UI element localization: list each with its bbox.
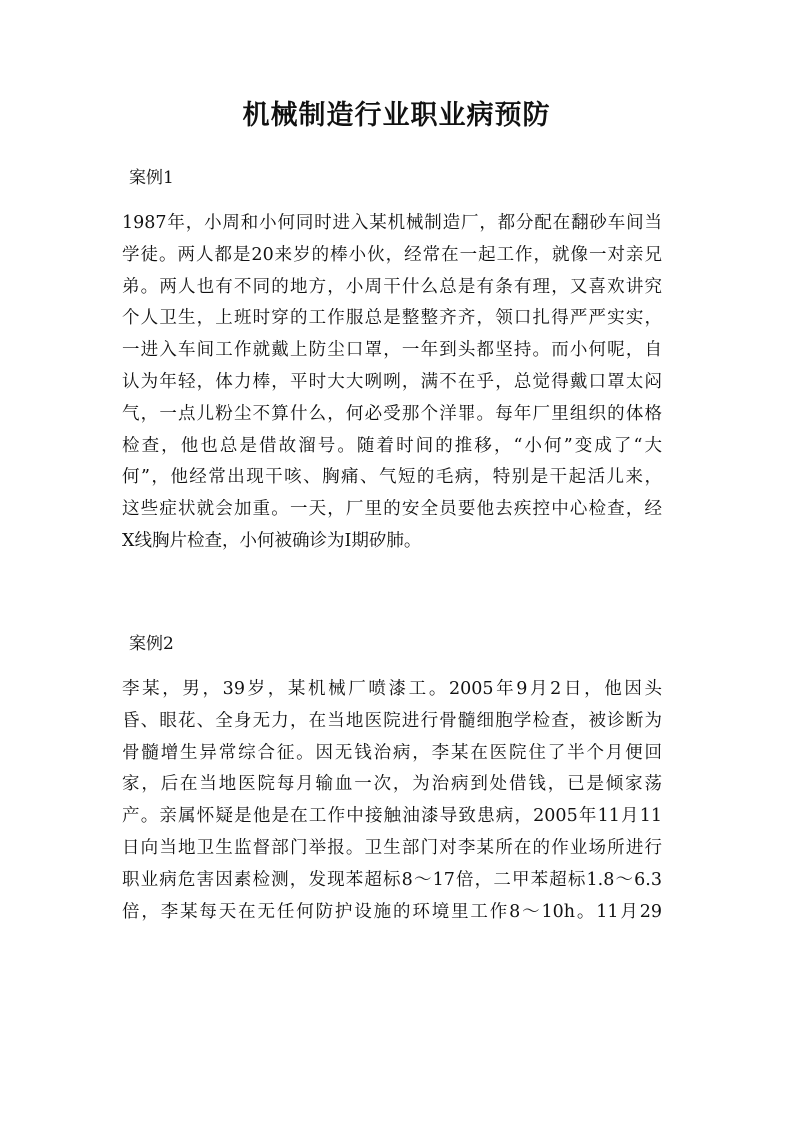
document-title: 机械制造行业职业病预防 <box>242 100 551 131</box>
paragraph-line: 个人卫生，上班时穿的工作服总是整整齐齐，领口扎得严严实实， <box>122 308 662 329</box>
paragraph-line: 气，一点儿粉尘不算什么，何必受那个洋罪。每年厂里组织的体格 <box>122 403 662 424</box>
case2-paragraph <box>122 674 662 928</box>
paragraph-line: 日向当地卫生监督部门举报。卫生部门对李某所在的作业场所进行 <box>122 837 662 858</box>
paragraph-line: 家，后在当地医院每月输血一次，为治病到处借钱，已是倾家荡 <box>122 774 662 795</box>
paragraph-line: X线胸片检查，小何被确诊为I期矽肺。 <box>122 530 422 551</box>
paragraph-line: 1987年，小周和小何同时进入某机械制造厂，都分配在翻砂车间当 <box>122 213 662 233</box>
paragraph-line: 产。亲属怀疑是他是在工作中接触油漆导致患病，2005年11月11 <box>122 806 662 827</box>
paragraph-line: 这些症状就会加重。一天，厂里的安全员要他去疾控中心检查，经 <box>122 499 662 520</box>
paragraph-line: 认为年轻，体力棒，平时大大咧咧，满不在乎，总觉得戴口罩太闷 <box>122 371 662 392</box>
paragraph-line: 昏、眼花、全身无力，在当地医院进行骨髓细胞学检查，被诊断为 <box>122 710 662 731</box>
paragraph-line: 检查，他也总是借故溜号。随着时间的推移，“小何”变成了“大 <box>122 435 662 456</box>
case1-heading: 案例1 <box>129 168 174 188</box>
case2-heading: 案例2 <box>129 634 174 654</box>
case1-paragraph <box>122 208 662 558</box>
paragraph-line: 李某，男，39岁，某机械厂喷漆工。2005年9月2日，他因头 <box>122 679 662 699</box>
paragraph-line: 学徒。两人都是20来岁的棒小伙，经常在一起工作，就像一对亲兄 <box>122 244 662 265</box>
paragraph-line: 弟。两人也有不同的地方，小周干什么总是有条有理，又喜欢讲究 <box>122 276 662 297</box>
paragraph-line: 倍，李某每天在无任何防护设施的环境里工作8～10h。11月29 <box>122 901 662 922</box>
paragraph-line: 职业病危害因素检测，发现苯超标8～17倍，二甲苯超标1.8～6.3 <box>122 869 662 890</box>
paragraph-line: 骨髓增生异常综合征。因无钱治病，李某在医院住了半个月便回 <box>122 742 662 763</box>
paragraph-line: 一进入车间工作就戴上防尘口罩，一年到头都坚持。而小何呢，自 <box>122 340 662 361</box>
paragraph-line: 何”，他经常出现干咳、胸痛、气短的毛病，特别是干起活儿来， <box>122 467 662 488</box>
